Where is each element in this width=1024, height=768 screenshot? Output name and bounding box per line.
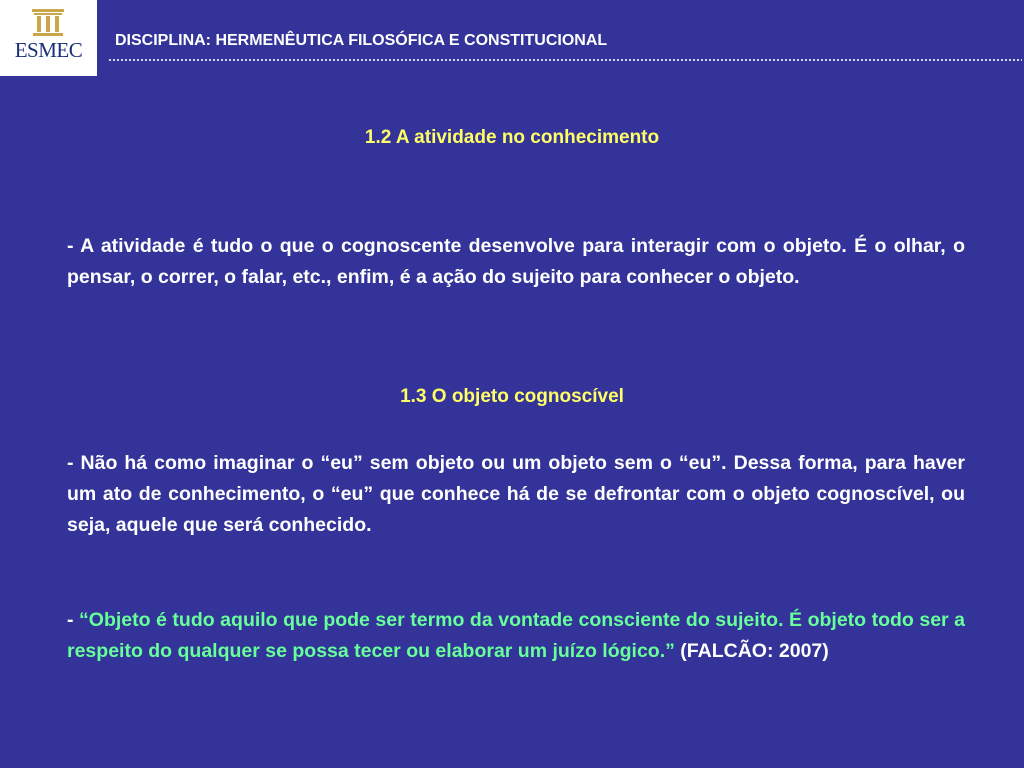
section-title-objeto: 1.3 O objeto cognoscível — [400, 386, 624, 407]
quote-paragraph — [67, 605, 965, 667]
section-title-atividade: 1.2 A atividade no conhecimento — [364, 127, 660, 148]
paragraph-atividade: - A atividade é tudo o que o cognoscente desenvolve para interagir com o objeto. É o olhar, o pensar, o correr, o falar, etc., enfim, é a ação do sujeito para conhecer o objeto. — [67, 235, 965, 288]
quote-dash: - — [67, 609, 80, 631]
esmec-logo — [0, 0, 97, 76]
quote-citation: (FALCÃO: 2007) — [674, 640, 829, 662]
paragraph-objeto: - Não há como imaginar o “eu” sem objeto ou um objeto sem o “eu”. Dessa forma, para haver um ato de conhecimento, o “eu” que conhece há de se defrontar com o objeto cognoscível, ou seja, aquele que será conhecido. — [67, 452, 965, 536]
course-title: DISCIPLINA: HERMENÊUTICA FILOSÓFICA E CONSTITUCIONAL — [115, 32, 608, 49]
slide-header — [0, 0, 1024, 76]
logo-text: ESMEC — [14, 38, 83, 62]
quote-text: “Objeto é tudo aquilo que pode ser termo da vontade consciente do sujeito. É objeto todo ser a respeito do qualquer se possa tecer ou elaborar um juízo lógico.” — [67, 609, 965, 662]
columns-logo-icon — [30, 8, 66, 38]
dotted-divider — [108, 58, 1022, 62]
